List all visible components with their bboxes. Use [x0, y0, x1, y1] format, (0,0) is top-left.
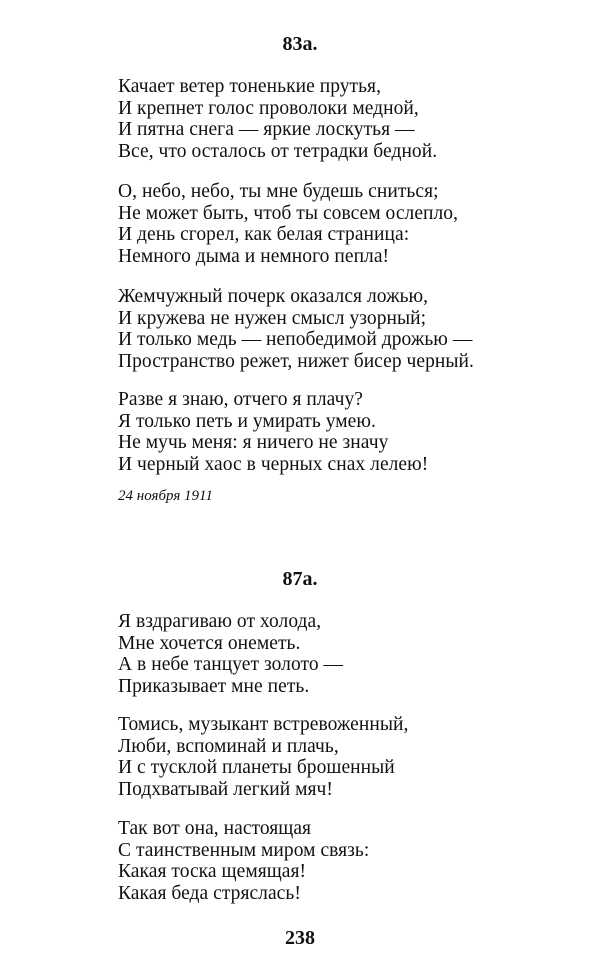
poem-title-87a: 87a. [282, 568, 318, 590]
poem-title-83a: 83a. [282, 33, 318, 55]
poem-line: Томись, музыкант встревоженный, [118, 714, 409, 735]
poem-line: Люби, вспоминай и плачь, [118, 735, 339, 757]
poem-line: А в небе танцует золото — [118, 654, 344, 675]
poem-line: Пространство режет, нижет бисер черный. [118, 350, 474, 372]
poem-87a-stanza-3 [118, 818, 369, 904]
poem-line: Жемчужный почерк оказался ложью, [118, 286, 429, 307]
poem-line: Какая тоска щемящая! [118, 861, 307, 882]
poem-83a-stanza-2 [118, 181, 458, 267]
poem-line: Мне хочется онеметь. [118, 632, 301, 654]
poem-line: И только медь — непобедимой дрожью — [118, 329, 473, 350]
poem-87a-stanza-2 [118, 714, 408, 800]
poem-line: Я только петь и умирать умею. [118, 410, 376, 432]
poem-line: Какая беда стряслась! [118, 882, 301, 904]
poem-line: О, небо, небо, ты мне будешь сниться; [118, 181, 439, 202]
poem-line: Качает ветер тоненькие прутья, [118, 76, 381, 97]
poem-line: И с тусклой планеты брошенный [118, 757, 395, 778]
poem-line: И черный хаос в черных снах лелею! [118, 453, 429, 475]
poem-line: Так вот она, настоящая [118, 818, 312, 839]
poem-date: 24 ноября 1911 [118, 488, 213, 504]
poem-line: Подхватывай легкий мяч! [118, 778, 333, 800]
poem-line: Не мучь меня: я ничего не значу [118, 432, 389, 453]
poem-83a-stanza-1 [118, 76, 437, 162]
poem-line: И крепнет голос проволоки медной, [118, 97, 419, 119]
poem-line: Все, что осталось от тетрадки бедной. [118, 140, 438, 162]
poem-line: С таинственным миром связь: [118, 839, 370, 861]
poem-line: И пятна снега — яркие лоскутья — [118, 119, 415, 140]
poem-line: Я вздрагиваю от холода, [118, 611, 322, 632]
poem-line: И кружева не нужен смысл узорный; [118, 307, 427, 329]
poem-line: Немного дыма и немного пепла! [118, 245, 390, 267]
poem-line: Разве я знаю, отчего я плачу? [118, 389, 363, 410]
poem-83a-stanza-4 [118, 389, 428, 475]
poem-line: Приказывает мне петь. [118, 675, 310, 697]
poem-83a-stanza-3 [118, 286, 474, 372]
poem-line: Не может быть, чтоб ты совсем ослепло, [118, 202, 459, 224]
poem-87a-stanza-1 [118, 611, 343, 697]
poem-line: И день сгорел, как белая страница: [118, 224, 410, 245]
page-number: 238 [285, 927, 315, 949]
